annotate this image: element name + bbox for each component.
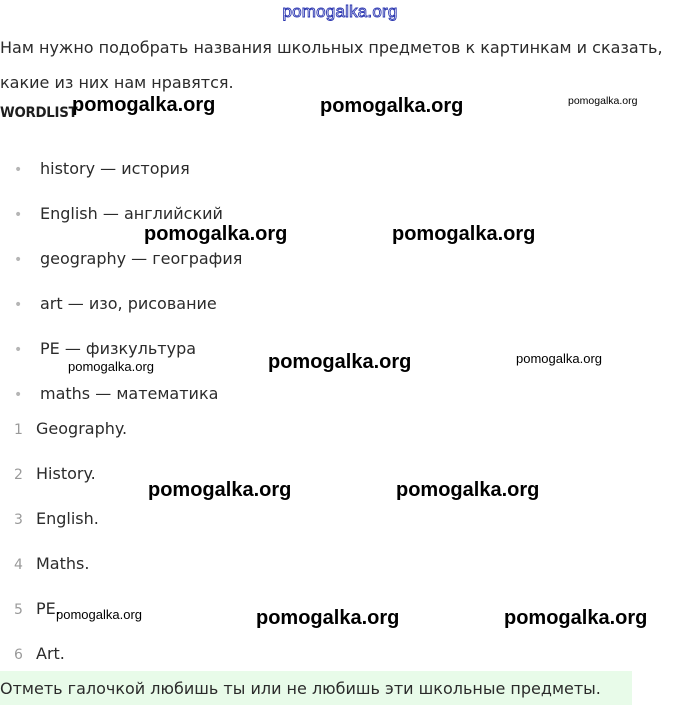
- wordlist-item-text: art — изо, рисование: [40, 294, 217, 313]
- bullet-icon: •: [14, 297, 23, 313]
- watermark: pomogalka.org: [568, 95, 638, 107]
- answer-text: Geography.: [36, 419, 128, 438]
- answer-item: [14, 597, 61, 621]
- wordlist-item: [14, 247, 242, 271]
- watermark: pomogalka.org: [320, 95, 464, 117]
- answer-item: [14, 507, 99, 531]
- watermark: pomogalka.org: [148, 479, 292, 501]
- watermark: pomogalka.org: [504, 607, 648, 629]
- watermark: pomogalka.org: [68, 359, 154, 374]
- task-instruction: Отметь галочкой любишь ты или не любишь эти школьные предметы.: [0, 671, 632, 705]
- answer-text: PE.: [36, 599, 61, 618]
- bullet-icon: •: [14, 252, 23, 268]
- answer-number: 1: [14, 422, 23, 438]
- answer-item: [14, 552, 89, 576]
- watermark: pomogalka.org: [392, 223, 536, 245]
- bullet-icon: •: [14, 342, 23, 358]
- answer-item: [14, 417, 127, 441]
- watermark: pomogalka.org: [56, 607, 142, 622]
- watermark: pomogalka.org: [516, 351, 602, 366]
- answer-number: 4: [14, 557, 23, 573]
- watermark: pomogalka.org: [268, 351, 412, 373]
- answer-item: [14, 462, 96, 486]
- wordlist-item: [14, 337, 196, 361]
- wordlist-item-text: English — английский: [40, 204, 223, 223]
- answer-text: Maths.: [36, 554, 90, 573]
- answer-item: [14, 642, 65, 666]
- wordlist-item: [14, 292, 217, 316]
- watermark: pomogalka.org: [256, 607, 400, 629]
- answer-text: Art.: [36, 644, 65, 663]
- wordlist-item: [14, 382, 218, 406]
- wordlist-item-text: history — история: [40, 159, 190, 178]
- bullet-icon: •: [14, 207, 23, 223]
- wordlist-item: [14, 157, 190, 181]
- wordlist-item-text: PE — физкультура: [40, 339, 197, 358]
- bullet-icon: •: [14, 387, 23, 403]
- watermark: pomogalka.org: [396, 479, 540, 501]
- answer-number: 3: [14, 512, 23, 528]
- wordlist-item-text: maths — математика: [40, 384, 219, 403]
- section-heading: WORDLIST: [0, 105, 78, 121]
- answer-number: 6: [14, 647, 23, 663]
- intro-text: Нам нужно подобрать названия школьных предметов к картинкам и сказать, какие из них нам нравятся.: [0, 38, 663, 92]
- watermark: pomogalka.org: [144, 223, 288, 245]
- bullet-icon: •: [14, 162, 23, 178]
- answer-text: English.: [36, 509, 99, 528]
- answer-text: History.: [36, 464, 96, 483]
- answer-number: 2: [14, 467, 23, 483]
- wordlist-item-text: geography — география: [40, 249, 243, 268]
- watermark: pomogalka.org: [72, 94, 216, 116]
- answer-number: 5: [14, 602, 23, 618]
- site-title-link[interactable]: pomogalka.org: [282, 2, 398, 21]
